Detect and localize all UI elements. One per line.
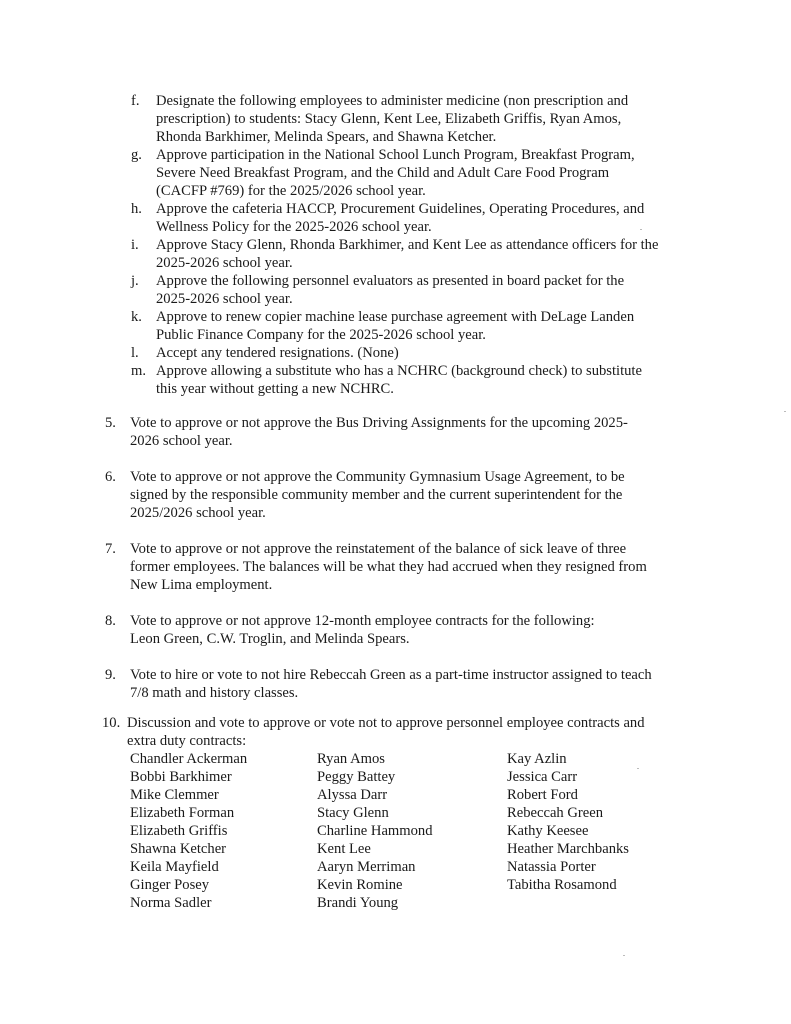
sub-item-text: Approve allowing a substitute who has a NCHRC (background check) to substitute this year without getting a new NCHRC. — [156, 363, 642, 397]
employee-name: Brandi Young — [317, 895, 399, 911]
agenda-item-text: Vote to approve or not approve the Bus Driving Assignments for the upcoming 2025- 2026 school year. — [130, 415, 628, 449]
employee-name: Chandler Ackerman — [130, 751, 248, 767]
agenda-item-10 — [102, 714, 695, 750]
employee-name: Ginger Posey — [130, 877, 210, 893]
sub-item-g — [131, 146, 691, 200]
sub-item-list — [131, 92, 691, 398]
sub-item-k — [131, 308, 691, 344]
agenda-item-5 — [105, 414, 695, 450]
sub-item-f — [131, 92, 691, 146]
sub-item-text: Approve Stacy Glenn, Rhonda Barkhimer, and Kent Lee as attendance officers for the 2025-2026 school year. — [156, 237, 659, 271]
employee-name: Kent Lee — [317, 841, 371, 857]
agenda-item-8 — [105, 612, 695, 648]
employee-name: Elizabeth Forman — [130, 805, 235, 821]
sub-item-letter: i. — [131, 237, 139, 253]
sub-item-letter: k. — [131, 309, 142, 325]
sub-item-letter: j. — [131, 273, 139, 289]
sub-item-h — [131, 200, 691, 236]
employee-name: Aaryn Merriman — [317, 859, 416, 875]
sub-item-text: Approve participation in the National School Lunch Program, Breakfast Program, Severe Need Breakfast Program, and the Child and Adult Care Food Program (CACFP #769) for the 2025/2026 school year. — [156, 147, 635, 199]
sub-item-l — [131, 344, 691, 362]
sub-item-letter: g. — [131, 147, 142, 163]
names-column-3 — [507, 750, 667, 912]
employee-name: Peggy Battey — [317, 769, 396, 785]
scan-speck — [640, 229, 642, 230]
agenda-item-number: 8. — [105, 613, 116, 629]
sub-item-letter: m. — [131, 363, 146, 379]
employee-names-grid — [130, 750, 667, 912]
sub-item-text: Approve the following personnel evaluators as presented in board packet for the 2025-2026 school year. — [156, 273, 625, 307]
agenda-item-9 — [105, 666, 695, 702]
agenda-item-number: 10. — [102, 715, 121, 731]
agenda-item-text: Vote to approve or not approve the Community Gymnasium Usage Agreement, to be signed by the responsible community member and the current superintendent for the 2025/2026 school year. — [130, 469, 625, 521]
employee-name: Stacy Glenn — [317, 805, 389, 821]
employee-name: Tabitha Rosamond — [507, 877, 617, 893]
employee-name: Kathy Keesee — [507, 823, 589, 839]
names-column-2 — [317, 750, 507, 912]
agenda-item-7 — [105, 540, 695, 594]
employee-name: Natassia Porter — [507, 859, 596, 875]
employee-name: Norma Sadler — [130, 895, 212, 911]
agenda-item-number: 9. — [105, 667, 116, 683]
sub-item-text: Approve the cafeteria HACCP, Procurement Guidelines, Operating Procedures, and Wellness Policy for the 2025-2026 school year. — [156, 201, 645, 235]
sub-item-i — [131, 236, 691, 272]
agenda-item-number: 7. — [105, 541, 116, 557]
employee-name: Heather Marchbanks — [507, 841, 629, 857]
sub-item-j — [131, 272, 691, 308]
employee-name: Kay Azlin — [507, 751, 567, 767]
agenda-item-number: 6. — [105, 469, 116, 485]
employee-name: Bobbi Barkhimer — [130, 769, 232, 785]
agenda-item-number: 5. — [105, 415, 116, 431]
employee-name: Elizabeth Griffis — [130, 823, 228, 839]
employee-name: Robert Ford — [507, 787, 578, 803]
sub-item-letter: l. — [131, 345, 139, 361]
scan-speck — [784, 411, 786, 412]
sub-item-text: Designate the following employees to administer medicine (non prescription and prescription) to students: Stacy Glenn, Kent Lee, Elizabeth Griffis, Ryan Amos, Rhonda Barkhimer, Melinda Spears, and Shawna Ketcher. — [156, 93, 629, 145]
scan-speck — [623, 955, 625, 956]
sub-item-letter: f. — [131, 93, 140, 109]
employee-name: Charline Hammond — [317, 823, 433, 839]
employee-name: Rebeccah Green — [507, 805, 604, 821]
agenda-item-text: Discussion and vote to approve or vote not to approve personnel employee contracts and extra duty contracts: — [127, 715, 645, 749]
sub-item-text: Accept any tendered resignations. (None) — [156, 345, 399, 361]
employee-name: Shawna Ketcher — [130, 841, 227, 857]
names-column-1 — [130, 750, 317, 912]
employee-name: Kevin Romine — [317, 877, 403, 893]
scan-speck — [637, 768, 639, 769]
employee-name: Ryan Amos — [317, 751, 385, 767]
agenda-item-6 — [105, 468, 695, 522]
employee-name: Keila Mayfield — [130, 859, 219, 875]
sub-item-letter: h. — [131, 201, 142, 217]
sub-item-m — [131, 362, 691, 398]
agenda-item-text: Vote to approve or not approve the reinstatement of the balance of sick leave of three former employees. The balances will be what they had accrued when they resigned from New Lima employment. — [130, 541, 647, 593]
employee-name: Mike Clemmer — [130, 787, 219, 803]
employee-name: Jessica Carr — [507, 769, 578, 785]
agenda-item-text: Vote to hire or vote to not hire Rebeccah Green as a part-time instructor assigned to teach 7/8 math and history classes. — [130, 667, 652, 701]
sub-item-text: Approve to renew copier machine lease purchase agreement with DeLage Landen Public Finance Company for the 2025-2026 school year. — [156, 309, 635, 343]
employee-name: Alyssa Darr — [317, 787, 388, 803]
agenda-item-text: Vote to approve or not approve 12-month employee contracts for the following: Leon Green, C.W. Troglin, and Melinda Spears. — [130, 613, 595, 647]
